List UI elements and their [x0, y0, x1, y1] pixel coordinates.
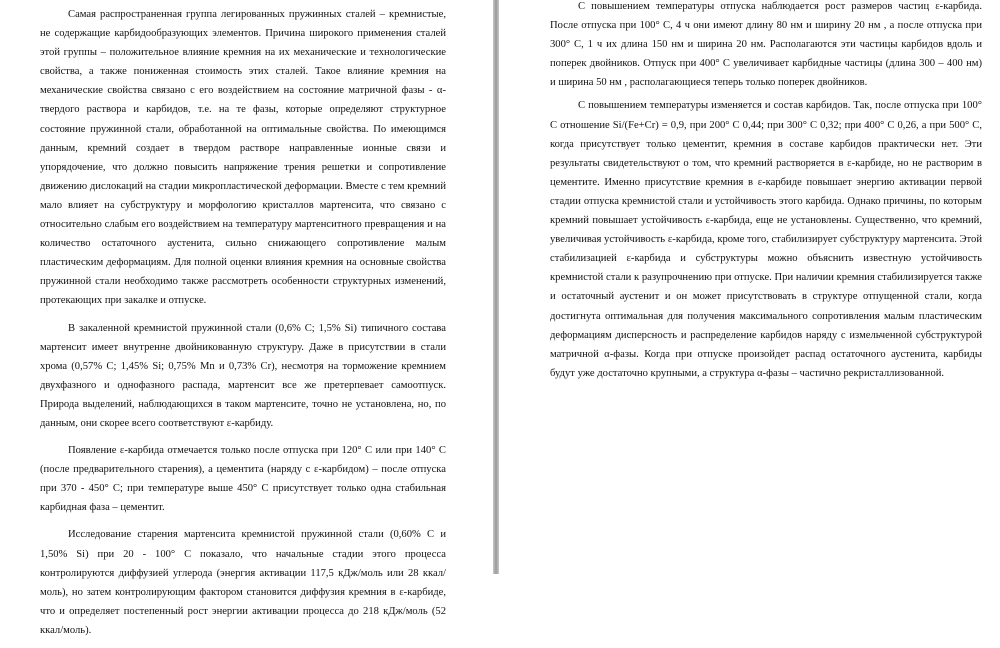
right-page	[499, 0, 1000, 574]
paragraph: С повышением температуры отпуска наблюдается рост размеров частиц ε-карбида. После отпуска при 100° С, 4 ч они имеют длину 80 нм и ширину 20 нм , а после отпуска при 300° С, 1 ч их длина 150 нм и ширина 20 нм. Располагаются эти частицы карбидов вдоль и поперек двойников. Отпуск при 400° С увеличивает карбидные частицы (длина 300 – 400 нм) и ширина 50 нм , располагающиеся теперь только поперек двойников.	[550, 1, 982, 89]
paragraph: Исследование старения мартенсита кремнистой пружинной стали (0,60% С и 1,50% Si) при 20 - 100° С показало, что начальные стадии этого процесса контролируются диффузией углерода (энергия активации 117,5 кДж/моль или 28 ккал/моль), но затем контролирующим фактором становится диффузия кремния в ε-карбиде, что и определяет постепенный рост энергии активации процесса до 218 кДж/моль (52 ккал/моль).	[40, 529, 446, 636]
paragraph: С повышением температуры изменяется и состав карбидов. Так, после отпуска при 100° С отношение Si/(Fe+Cr) = 0,9, при 200° С 0,44; при 300° С 0,32; при 400° С 0,26, а при 500° С, когда присутствует только цементит, кремния в составе карбидов практически нет. Эти результаты свидетельствуют о том, что кремний растворяется в ε-карбиде, но не растворим в цементите. Именно присутствие кремния в ε-карбиде повышает энергию активации первой стадии отпуска кремнистой стали и устойчивость этого карбида. Однако причины, по которым кремний повышает устойчивость ε-карбида, еще не установлены. Существенно, что кремний, увеличивая устойчивость ε-карбида, кроме того, стабилизирует субструктуру мартенсита. Этой стабилизацией ε-карбида и субструктуры можно объяснить известную устойчивость кремнистой стали к разупрочнению при отпуске. При наличии кремния стабилизируется также и остаточный аустенит и он может присутствовать в структуре отпущенной стали, когда достигнута оптимальная для получения максимального сопротивления малым пластическим деформациям дисперсность и распределение карбидов наряду с измельченной субструктурой матричной α-фазы. Когда при отпуске произойдет распад остаточного аустенита, карбиды будут уже достаточно крупными, а структура α-фазы – частично рекристаллизованной.	[550, 100, 982, 379]
left-page-text	[40, 5, 446, 648]
paragraph: Появление ε-карбида отмечается только после отпуска при 120° С или при 140° С (после предварительного старения), а цементита (наряду с ε-карбидом) – после отпуска при 370 - 450° С; при температуре выше 450° С присутствует только одна стабильная карбидная фаза – цементит.	[40, 445, 446, 514]
left-page	[0, 0, 493, 636]
right-page-text	[550, 0, 982, 387]
paragraph: В закаленной кремнистой пружинной стали (0,6% С; 1,5% Si) типичного состава мартенсит имеет внутренне двойникованную структуру. Даже в присутствии в стали хрома (0,57% С; 1,45% Si; 0,75% Mn и 0,73% Cr), несмотря на торможение кремнием двухфазного и однофазного распада, мартенсит все же претерпевает самоотпуск. Природа выделений, наблюдающихся в таком мартенсите, точно не установлена, но, по данным, они скорее всего соответствуют ε-карбиду.	[40, 322, 446, 429]
paragraph: Самая распространенная группа легированных пружинных сталей – кремнистые, не содержащие карбидообразующих элементов. Причина широкого применения сталей этой группы – положительное влияние кремния на их механические и технологические свойства, а также пониженная стоимость этих сталей. Такое влияние кремния на механические свойства связано с его воздействием на состояние матричной фазы - α-твердого раствора и карбидов, т.е. на те фазы, которые определяют структурное состояние пружинной стали, обработанной на оптимальные свойства. По имеющимся данным, кремний создает в твердом растворе направленные ионные связи и упорядочение, что должно повысить напряжение трения решетки и сопротивление движению дислокаций на стадии микропластической деформации. Вместе с тем кремний мало влияет на субструктуру и морфологию кристаллов мартенсита, что связано с относительно слабым его воздействием на температуру мартенситного превращения и на количество остаточного аустенита, сильно снижающего сопротивление малым пластическим деформациям. Для полной оценки влияния кремния на основные свойства пружинной стали необходимо также рассмотреть особенности структурных изменений, протекающих при закалке и отпуске.	[40, 9, 446, 307]
